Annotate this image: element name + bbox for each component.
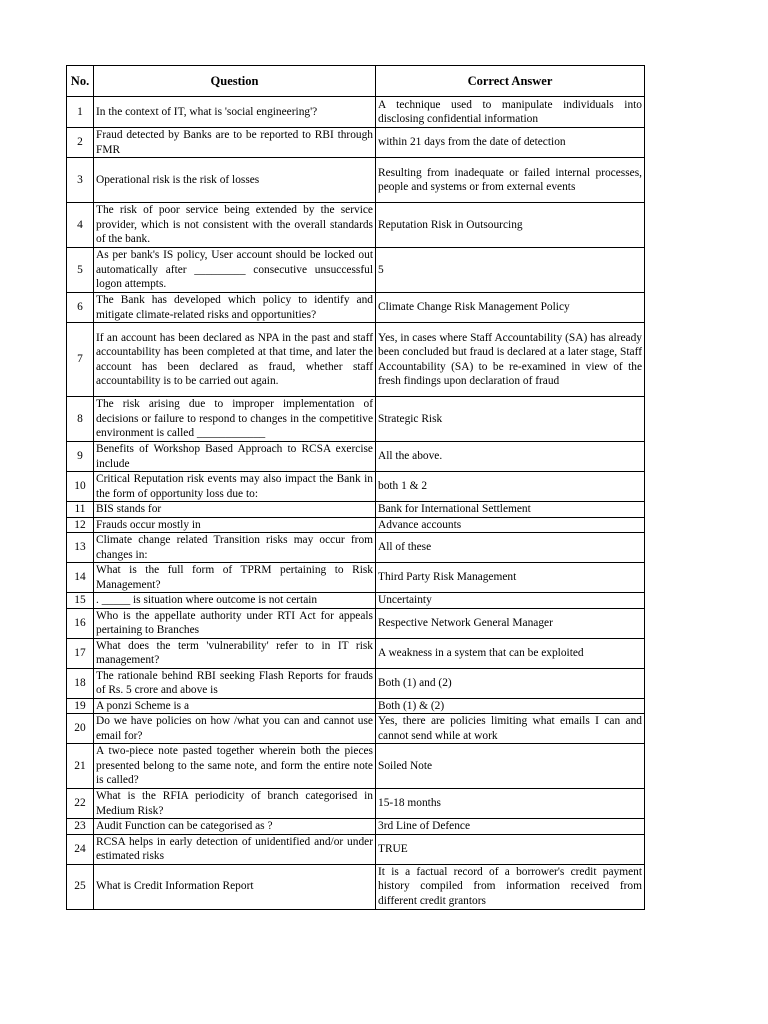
row-number: 13 [67, 533, 94, 563]
question-cell: In the context of IT, what is 'social engineering'? [94, 97, 376, 128]
row-number: 12 [67, 517, 94, 533]
table-row [67, 472, 645, 502]
answer-cell: Yes, there are policies limiting what emails I can and cannot send while at work [376, 714, 645, 744]
qa-table [66, 65, 645, 910]
table-row [67, 128, 645, 158]
question-cell: The risk arising due to improper implementation of decisions or failure to respond to changes in the competitive environment is called ____________ [94, 397, 376, 442]
table-row [67, 502, 645, 518]
answer-cell: Reputation Risk in Outsourcing [376, 203, 645, 248]
answer-cell: TRUE [376, 834, 645, 864]
table-row [67, 397, 645, 442]
question-cell: A ponzi Scheme is a [94, 698, 376, 714]
row-number: 22 [67, 789, 94, 819]
question-cell: As per bank's IS policy, User account should be locked out automatically after _________ consecutive unsuccessful logon attempts. [94, 248, 376, 293]
question-cell: . _____ is situation where outcome is not certain [94, 593, 376, 609]
table-row [67, 864, 645, 909]
row-number: 11 [67, 502, 94, 518]
answer-cell: both 1 & 2 [376, 472, 645, 502]
row-number: 6 [67, 293, 94, 323]
answer-cell: A weakness in a system that can be exploited [376, 638, 645, 668]
row-number: 21 [67, 744, 94, 789]
table-row [67, 442, 645, 472]
answer-cell: 3rd Line of Defence [376, 819, 645, 835]
question-cell: If an account has been declared as NPA in the past and staff accountability has been completed at that time, and later the account has been declared as fraud, whether staff accountability is to be carried out again. [94, 323, 376, 397]
row-number: 5 [67, 248, 94, 293]
row-number: 8 [67, 397, 94, 442]
table-row [67, 517, 645, 533]
table-row [67, 819, 645, 835]
question-cell: Who is the appellate authority under RTI Act for appeals pertaining to Branches [94, 608, 376, 638]
table-row [67, 97, 645, 128]
row-number: 17 [67, 638, 94, 668]
answer-cell: Soiled Note [376, 744, 645, 789]
answer-cell: Resulting from inadequate or failed internal processes, people and systems or from external events [376, 158, 645, 203]
answer-cell: Climate Change Risk Management Policy [376, 293, 645, 323]
table-row [67, 608, 645, 638]
question-cell: The risk of poor service being extended by the service provider, which is not consistent with the overall standards of the bank. [94, 203, 376, 248]
answer-cell: Uncertainty [376, 593, 645, 609]
answer-cell: within 21 days from the date of detection [376, 128, 645, 158]
row-number: 1 [67, 97, 94, 128]
question-cell: The Bank has developed which policy to identify and mitigate climate-related risks and opportunities? [94, 293, 376, 323]
question-cell: Audit Function can be categorised as ? [94, 819, 376, 835]
question-cell: Benefits of Workshop Based Approach to RCSA exercise include [94, 442, 376, 472]
question-cell: Fraud detected by Banks are to be reported to RBI through FMR [94, 128, 376, 158]
table-row [67, 533, 645, 563]
question-cell: What is the full form of TPRM pertaining to Risk Management? [94, 563, 376, 593]
row-number: 14 [67, 563, 94, 593]
answer-cell: A technique used to manipulate individuals into disclosing confidential information [376, 97, 645, 128]
row-number: 24 [67, 834, 94, 864]
question-cell: A two-piece note pasted together wherein both the pieces presented belong to the same note, and form the entire note is called? [94, 744, 376, 789]
answer-cell: Both (1) and (2) [376, 668, 645, 698]
answer-cell: Respective Network General Manager [376, 608, 645, 638]
answer-cell: Strategic Risk [376, 397, 645, 442]
question-cell: Do we have policies on how /what you can and cannot use email for? [94, 714, 376, 744]
table-row [67, 834, 645, 864]
question-cell: Frauds occur mostly in [94, 517, 376, 533]
row-number: 20 [67, 714, 94, 744]
question-cell: Critical Reputation risk events may also impact the Bank in the form of opportunity loss due to: [94, 472, 376, 502]
row-number: 16 [67, 608, 94, 638]
table-row [67, 714, 645, 744]
question-cell: What is the RFIA periodicity of branch categorised in Medium Risk? [94, 789, 376, 819]
answer-cell: Third Party Risk Management [376, 563, 645, 593]
row-number: 10 [67, 472, 94, 502]
table-row [67, 323, 645, 397]
table-row [67, 668, 645, 698]
answer-cell: All of these [376, 533, 645, 563]
question-cell: Climate change related Transition risks may occur from changes in: [94, 533, 376, 563]
row-number: 2 [67, 128, 94, 158]
row-number: 3 [67, 158, 94, 203]
row-number: 25 [67, 864, 94, 909]
row-number: 23 [67, 819, 94, 835]
question-cell: What does the term 'vulnerability' refer to in IT risk management? [94, 638, 376, 668]
answer-cell: It is a factual record of a borrower's credit payment history compiled from information received from different credit grantors [376, 864, 645, 909]
question-cell: Operational risk is the risk of losses [94, 158, 376, 203]
question-cell: BIS stands for [94, 502, 376, 518]
table-row [67, 248, 645, 293]
answer-cell: Yes, in cases where Staff Accountability (SA) has already been concluded but fraud is declared at a later stage, Staff Accountability (SA) to be re-examined in view of the fresh findings upon declaration of fraud [376, 323, 645, 397]
table-row [67, 744, 645, 789]
question-cell: What is Credit Information Report [94, 864, 376, 909]
answer-cell: Bank for International Settlement [376, 502, 645, 518]
answer-cell: Both (1) & (2) [376, 698, 645, 714]
table-row [67, 593, 645, 609]
question-cell: RCSA helps in early detection of unidentified and/or under estimated risks [94, 834, 376, 864]
answer-cell: 5 [376, 248, 645, 293]
table-row [67, 638, 645, 668]
table-row [67, 698, 645, 714]
row-number: 9 [67, 442, 94, 472]
row-number: 15 [67, 593, 94, 609]
header-question: Question [94, 66, 376, 97]
table-row [67, 563, 645, 593]
row-number: 19 [67, 698, 94, 714]
table-row [67, 293, 645, 323]
table-row [67, 789, 645, 819]
row-number: 4 [67, 203, 94, 248]
header-no: No. [67, 66, 94, 97]
answer-cell: 15-18 months [376, 789, 645, 819]
header-row [67, 66, 645, 97]
row-number: 7 [67, 323, 94, 397]
row-number: 18 [67, 668, 94, 698]
answer-cell: All the above. [376, 442, 645, 472]
table-row [67, 158, 645, 203]
question-cell: The rationale behind RBI seeking Flash Reports for frauds of Rs. 5 crore and above is [94, 668, 376, 698]
table-row [67, 203, 645, 248]
header-answer: Correct Answer [376, 66, 645, 97]
answer-cell: Advance accounts [376, 517, 645, 533]
